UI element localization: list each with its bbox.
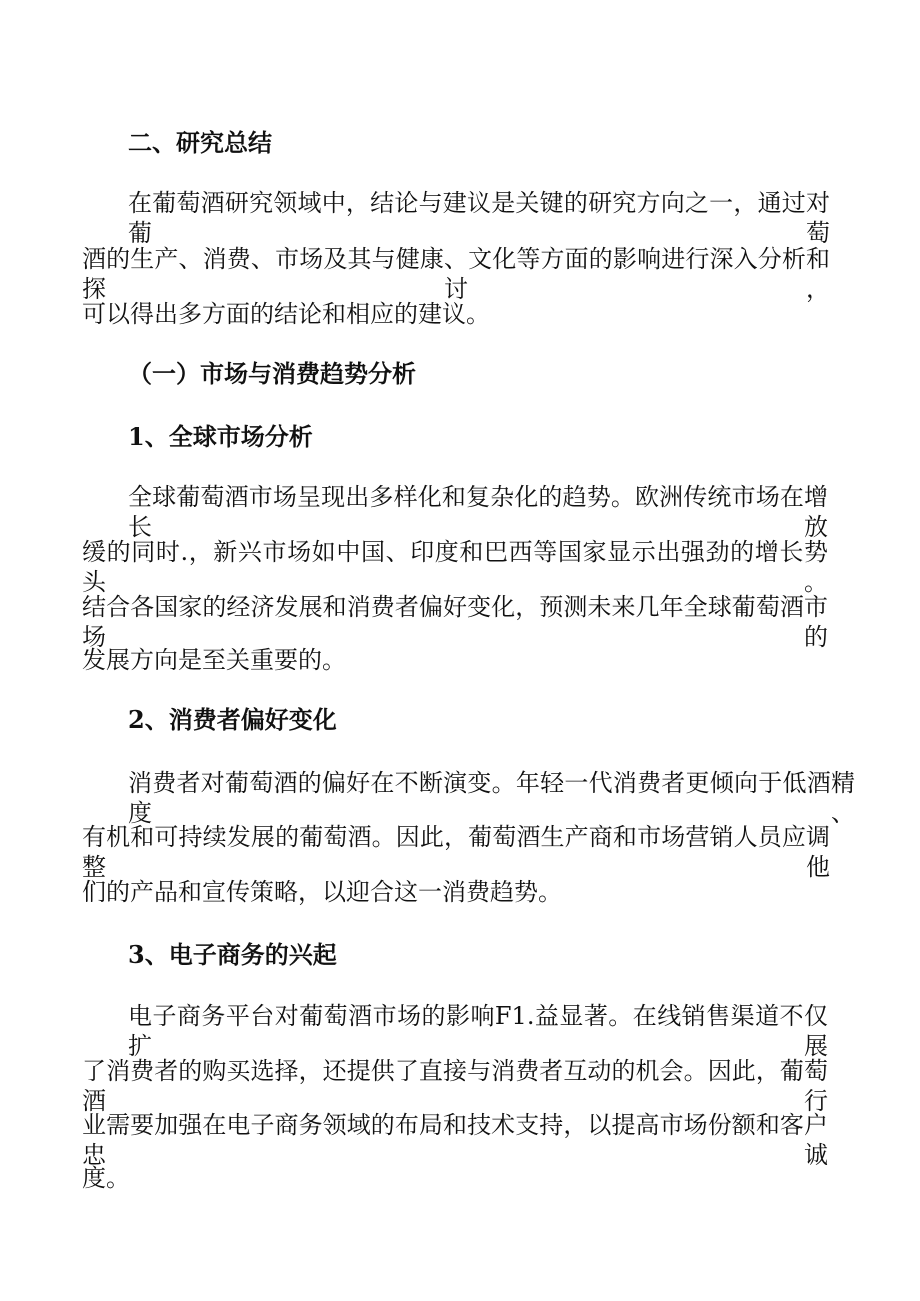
item-1-heading: 1、全球市场分析 bbox=[128, 422, 313, 451]
item-1-line-4: 发展方向是至关重要的。 bbox=[82, 646, 346, 674]
item-2-line-1: 消费者对葡萄酒的偏好在不断演变。年轻一代消费者更倾向于低酒精度、 bbox=[128, 769, 855, 827]
item-1-line-1: 全球葡萄酒市场呈现出多样化和复杂化的趋势。欧洲传统市场在增长放 bbox=[128, 483, 828, 541]
item-2-heading: 2、消费者偏好变化 bbox=[128, 705, 337, 734]
subsection-heading: （一）市场与消费趋势分析 bbox=[128, 359, 416, 388]
item-2-line-2: 有机和可持续发展的葡萄酒。因此，葡萄酒生产商和市场营销人员应调整他 bbox=[82, 823, 830, 881]
item-3-heading: 3、电子商务的兴起 bbox=[128, 940, 337, 969]
item-3-line-1: 电子商务平台对葡萄酒市场的影响F1.益显著。在线销售渠道不仅扩展 bbox=[128, 1002, 828, 1060]
section-heading: 二、研究总结 bbox=[128, 128, 272, 157]
intro-line-3: 可以得出多方面的结论和相应的建议。 bbox=[82, 300, 490, 328]
item-1-line-2: 缓的同时.，新兴市场如中国、印度和巴西等国家显示出强劲的增长势头。 bbox=[82, 538, 828, 596]
item-2-line-3: 们的产品和宣传策略，以迎合这一消费趋势。 bbox=[82, 878, 562, 906]
item-3-line-4: 度。 bbox=[82, 1164, 130, 1192]
intro-line-2: 酒的生产、消费、市场及其与健康、文化等方面的影响进行深入分析和探讨， bbox=[82, 245, 830, 303]
intro-line-1: 在葡萄酒研究领域中，结论与建议是关键的研究方向之一，通过对葡萄 bbox=[128, 189, 830, 247]
item-3-line-3: 业需要加强在电子商务领域的布局和技术支持，以提高市场份额和客户忠诚 bbox=[82, 1111, 828, 1169]
item-1-line-3: 结合各国家的经济发展和消费者偏好变化，预测未来几年全球葡萄酒市场的 bbox=[82, 593, 828, 651]
item-3-line-2: 了消费者的购买选择，还提供了直接与消费者互动的机会。因此，葡萄酒行 bbox=[82, 1057, 828, 1115]
